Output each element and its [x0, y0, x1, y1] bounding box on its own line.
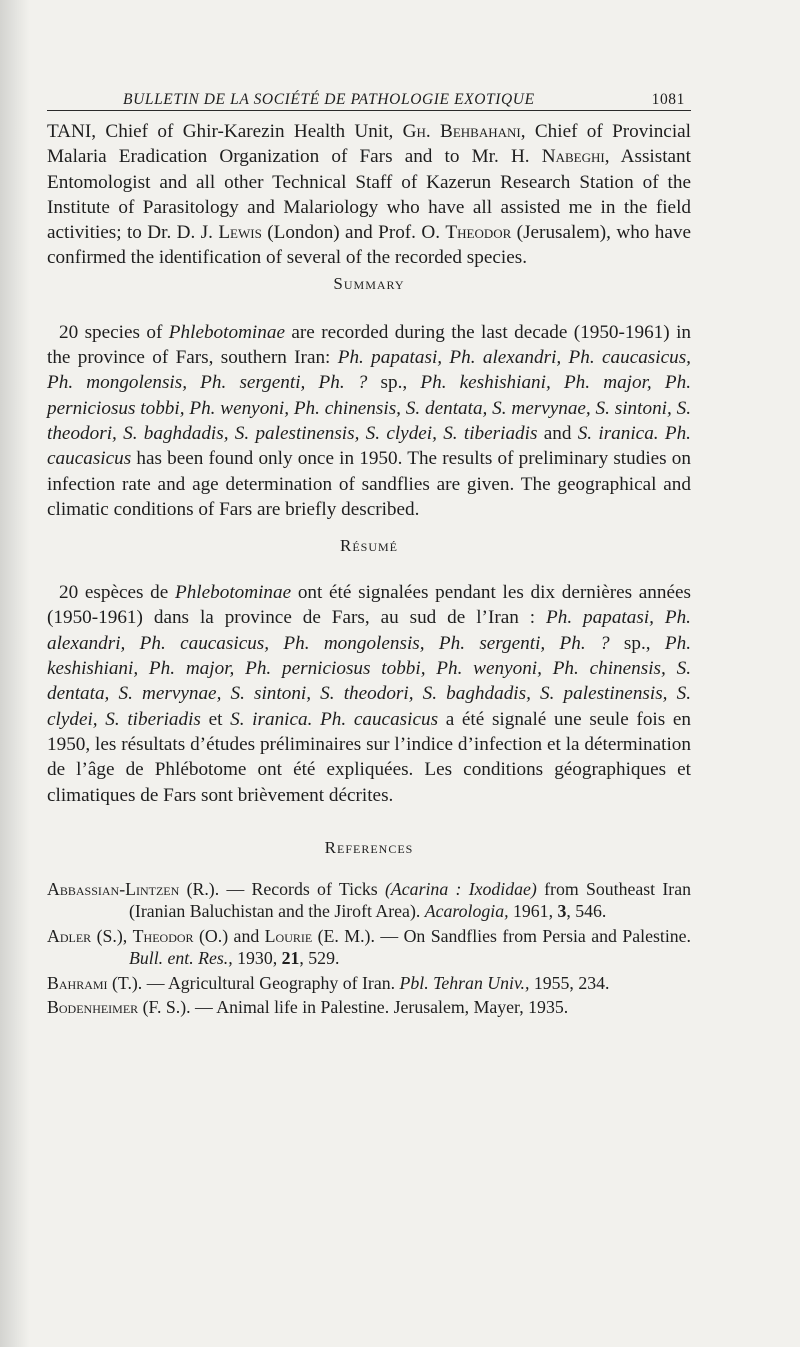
- journal-title: BULLETIN DE LA SOCIÉTÉ DE PATHOLOGIE EXOTIQUE: [123, 91, 535, 108]
- author-name: Nabeghi: [541, 146, 605, 168]
- author-name: Bahrami: [47, 972, 108, 993]
- bold-text: 21: [281, 948, 300, 969]
- italic-text: Acarologia,: [424, 901, 509, 922]
- resume-heading: Résumé: [339, 536, 398, 556]
- italic-text: Bull. ent. Res.,: [129, 948, 233, 969]
- author-name: Bodenheimer: [47, 997, 139, 1018]
- italic-text: Phlebotominae: [174, 582, 292, 604]
- italic-text: Pbl. Tehran Univ.,: [399, 972, 530, 993]
- italic-text: Ph. keshishiani, Ph. major, Ph. perniciosus tobbi, Ph. wenyoni, Ph. chinensis, S. dentata, S. mervynae, S. sintoni, S. theodori, S. baghdadis, S. palestinensis, S. clydei, S. tiberiadis: [47, 632, 692, 730]
- italic-text: S. iranica. Ph. caucasicus: [230, 708, 439, 730]
- reference-entry: Bodenheimer (F. S.). — Animal life in Palestine. Jerusalem, Mayer, 1935.: [47, 997, 569, 1018]
- page-body: [47, 80, 691, 1019]
- italic-text: Phlebotominae: [168, 321, 285, 343]
- author-name: Lewis: [218, 222, 262, 244]
- reference-entry: Abbassian-Lintzen (R.). — Records of Ticks (Acarina : Ixodidae) from Southeast Iran (Iranian Baluchistan and the Jiroft Area). Acarologia, 1961, 3, 546.: [47, 878, 692, 922]
- author-name: Lourie: [264, 925, 313, 946]
- author-name: Theodor: [132, 925, 194, 946]
- reference-list: [47, 878, 691, 1019]
- page-gutter-shadow: [0, 0, 30, 1347]
- running-head: [47, 80, 691, 111]
- author-name: Gh. Behbahani: [402, 121, 521, 142]
- italic-text: (Acarina : Ixodidae): [385, 878, 537, 899]
- author-name: Adler: [47, 925, 92, 946]
- bold-text: 3: [557, 901, 567, 922]
- author-name: Theodor: [445, 222, 512, 244]
- reference-entry: Adler (S.), Theodor (O.) and Lourie (E. M.). — On Sandflies from Persia and Palestine. Bull. ent. Res., 1930, 21, 529.: [47, 925, 692, 969]
- italic-text: S. iranica. Ph. caucasicus: [47, 422, 691, 470]
- italic-text: Ph. papatasi, Ph. alexandri, Ph. caucasicus, Ph. mongolensis, Ph. sergenti, Ph. ?: [47, 607, 691, 654]
- italic-text: Ph. keshishiani, Ph. major, Ph. perniciosus tobbi, Ph. wenyoni, Ph. chinensis, S. dentata, S. mervynae, S. sintoni, S. theodori, S. baghdadis, S. palestinensis, S. clydei, S. tiberiadis: [47, 372, 692, 444]
- page-number: 1081: [651, 91, 685, 108]
- author-name: TANI: [47, 121, 92, 142]
- summary-heading: Summary: [333, 273, 405, 293]
- summary-paragraph: 20 species of Phlebotominae are recorded during the last decade (1950-1961) in the province of Fars, southern Iran: Ph. papatasi, Ph. alexandri, Ph. caucasicus, Ph. mongolensis, Ph. sergenti, Ph. ? sp., Ph. keshishiani, Ph. major, Ph. perniciosus tobbi, Ph. wenyoni, Ph. chinensis, S. dentata, S. mervynae, S. sintoni, S. theodori, S. baghdadis, S. palestinensis, S. clydei, S. tiberiadis and S. iranica. Ph. caucasicus has been found only once in 1950. The results of preliminary studies on infection rate and age determination of sandflies are given. The geographical and climatic conditions of Fars are briefly described.: [47, 321, 692, 520]
- reference-entry: Bahrami (T.). — Agricultural Geography of Iran. Pbl. Tehran Univ., 1955, 234.: [47, 972, 610, 993]
- references-heading: References: [324, 837, 414, 857]
- italic-text: Ph. papatasi, Ph. alexandri, Ph. caucasicus, Ph. mongolensis, Ph. sergenti, Ph. ?: [47, 347, 691, 394]
- acknowledgement-paragraph: TANI, Chief of Ghir-Karezin Health Unit, Gh. Behbahani, Chief of Provincial Malaria Eradication Organization of Fars and to Mr. H. Nabeghi, Assistant Entomologist and all other Technical Staff of Kazerun Research Station of the Institute of Parasitology and Malariology who have all assisted me in the field activities; to Dr. D. J. Lewis (London) and Prof. O. Theodor (Jerusalem), who have confirmed the identification of several of the recorded species.: [47, 121, 692, 269]
- author-name: Abbassian-Lintzen: [47, 878, 180, 899]
- resume-paragraph: 20 espèces de Phlebotominae ont été signalées pendant les dix dernières années (1950-1961) dans la province de Fars, au sud de l’Iran : Ph. papatasi, Ph. alexandri, Ph. caucasicus, Ph. mongolensis, Ph. sergenti, Ph. ? sp., Ph. keshishiani, Ph. major, Ph. perniciosus tobbi, Ph. wenyoni, Ph. chinensis, S. dentata, S. mervynae, S. sintoni, S. theodori, S. baghdadis, S. palestinensis, S. clydei, S. tiberiadis et S. iranica. Ph. caucasicus a été signalé une seule fois en 1950, les résultats d’études préliminaires sur l’indice d’infection et la détermination de l’âge de Phlébotome ont été expliquées. Les conditions géographiques et climatiques de Fars sont brièvement décrites.: [47, 582, 692, 806]
